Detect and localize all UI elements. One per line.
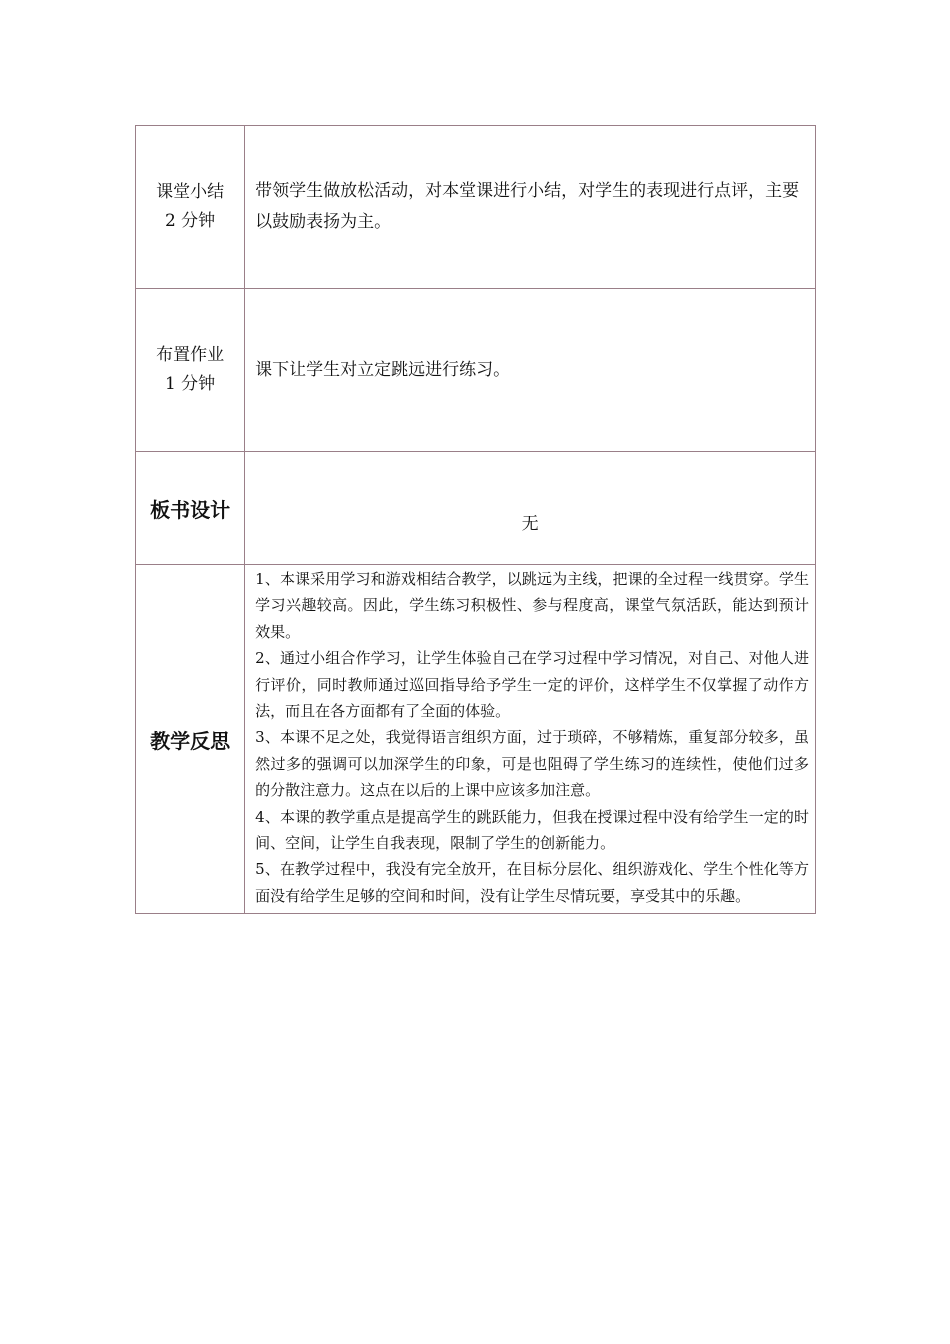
homework-label-title: 布置作业 xyxy=(156,345,225,365)
reflection-content xyxy=(245,565,816,914)
reflection-paragraph-1: 1、本课采用学习和游戏相结合教学，以跳远为主线，把课的全过程一线贯穿。学生学习兴趣较高。因此，学生练习积极性、参与程度高，课堂气氛活跃，能达到预计效果。 xyxy=(255,570,809,641)
summary-label-title: 课堂小结 xyxy=(156,182,225,202)
summary-content: 带领学生做放松活动，对本堂课进行小结，对学生的表现进行点评，主要以鼓励表扬为主。 xyxy=(245,126,816,289)
summary-row xyxy=(136,126,816,289)
reflection-paragraph-3: 3、本课不足之处，我觉得语言组织方面，过于琐碎，不够精炼，重复部分较多，虽然过多的强调可以加深学生的印象，可是也阻碍了学生练习的连续性，使他们过多的分散注意力。这点在以后的上课中应该多加注意。 xyxy=(255,728,809,800)
summary-label xyxy=(136,126,245,289)
reflection-paragraph-5: 5、在教学过程中，我没有完全放开，在目标分层化、组织游戏化、学生个性化等方面没有给学生足够的空间和时间，没有让学生尽情玩要，享受其中的乐趣。 xyxy=(255,860,809,905)
homework-content: 课下让学生对立定跳远进行练习。 xyxy=(245,289,816,452)
reflection-label: 教学反思 xyxy=(136,565,245,914)
board-design-content: 无 xyxy=(245,452,816,565)
lesson-plan-table xyxy=(135,125,816,914)
summary-label-duration: 2 分钟 xyxy=(164,211,216,231)
reflection-paragraph-2: 2、通过小组合作学习，让学生体验自己在学习过程中学习情况，对自己、对他人进行评价，同时教师通过巡回指导给予学生一定的评价，这样学生不仅掌握了动作方法，而且在各方面都有了全面的体验。 xyxy=(255,649,809,721)
reflection-paragraph-4: 4、本课的教学重点是提高学生的跳跃能力，但我在授课过程中没有给学生一定的时间、空间，让学生自我表现，限制了学生的创新能力。 xyxy=(255,807,809,853)
board-design-label: 板书设计 xyxy=(136,452,245,565)
board-design-row xyxy=(136,452,816,565)
homework-row xyxy=(136,289,816,452)
homework-label-duration: 1 分钟 xyxy=(164,374,216,394)
homework-label xyxy=(136,289,245,452)
reflection-row xyxy=(136,565,816,914)
